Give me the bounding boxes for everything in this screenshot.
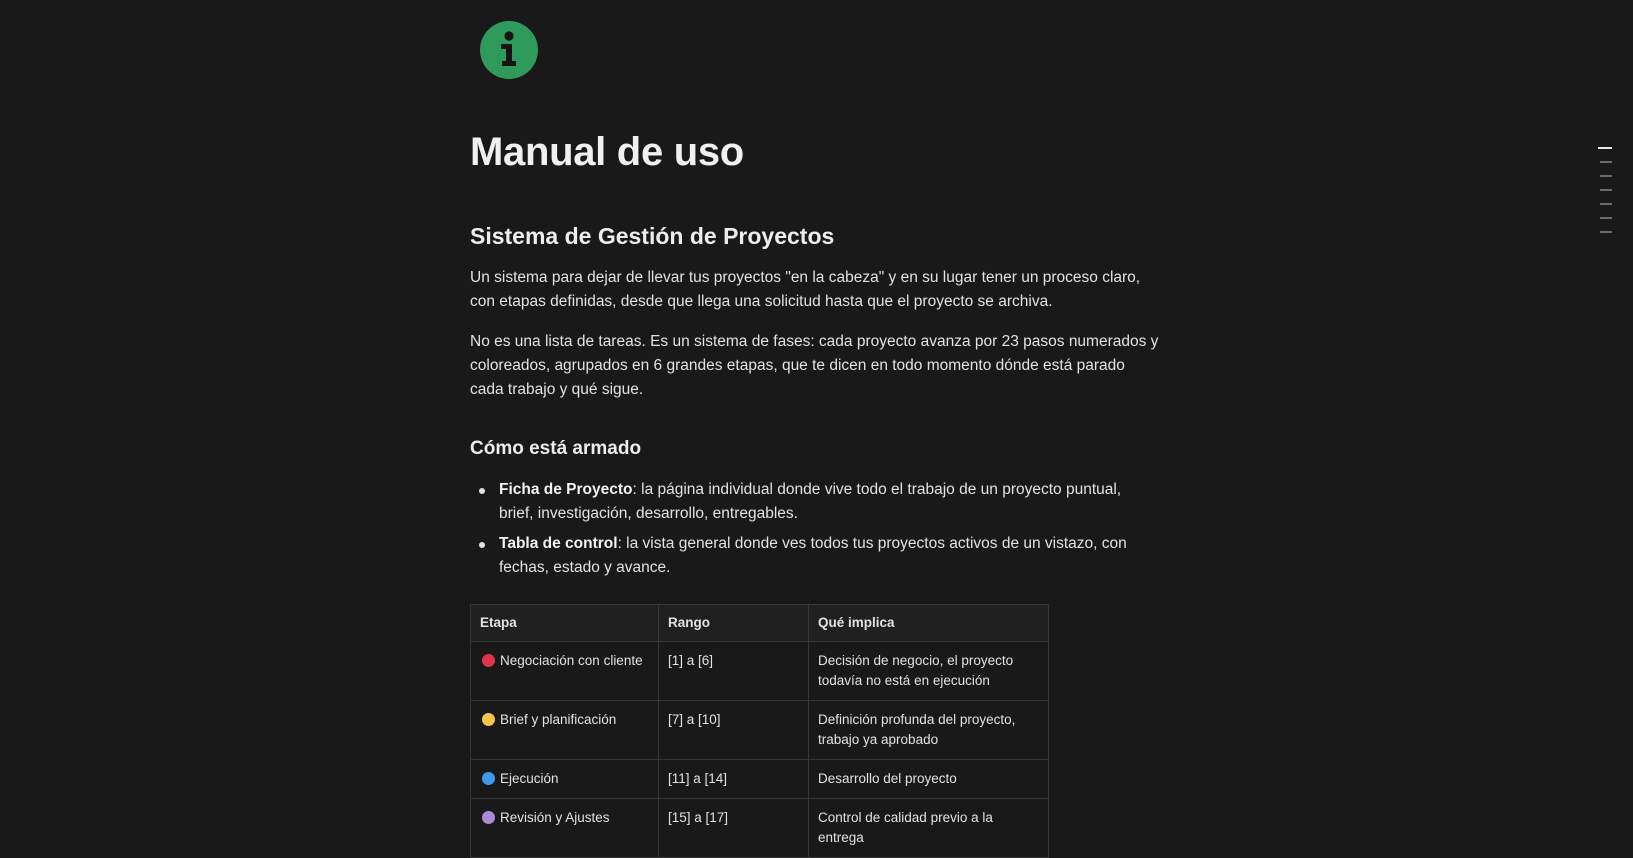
stage-description: trabajo ya aprobado xyxy=(818,732,939,747)
table-cell[interactable] xyxy=(809,701,1049,760)
stage-name: Ejecución xyxy=(500,771,559,786)
page-icon[interactable] xyxy=(479,20,539,80)
table-cell[interactable] xyxy=(471,642,659,701)
column-header[interactable]: Etapa xyxy=(471,605,659,642)
list-item xyxy=(470,532,1160,580)
toc-tick[interactable] xyxy=(1598,147,1612,149)
toc-tick[interactable] xyxy=(1600,161,1612,163)
list-item xyxy=(470,478,1160,526)
column-header[interactable]: Qué implica xyxy=(809,605,1049,642)
yellow-circle-icon xyxy=(482,713,495,726)
table-cell[interactable]: Desarrollo del proyecto xyxy=(809,760,1049,799)
list-item-text: : la vista general donde ves todos tus proyectos activos de un vistazo, con xyxy=(617,535,1127,552)
table-row xyxy=(471,701,1049,760)
stage-description: Control de calidad previo a la xyxy=(818,810,993,825)
stage-name: Brief y planificación xyxy=(500,712,617,727)
table-cell[interactable] xyxy=(809,799,1049,858)
subsection-heading: Cómo está armado xyxy=(470,438,642,459)
table-cell[interactable] xyxy=(471,701,659,760)
toc-tick[interactable] xyxy=(1600,231,1612,233)
page-title: Manual de uso xyxy=(470,130,744,174)
system-paragraph xyxy=(470,330,1160,402)
table-header-row xyxy=(471,605,1049,642)
list-item-text: fechas, estado y avance. xyxy=(499,559,671,576)
table-cell[interactable]: [1] a [6] xyxy=(659,642,809,701)
section-heading: Sistema de Gestión de Proyectos xyxy=(470,223,835,249)
table-row xyxy=(471,642,1049,701)
intro-paragraph xyxy=(470,266,1160,314)
list-item-text: brief, investigación, desarrollo, entregables. xyxy=(499,505,798,522)
stage-description: todavía no está en ejecución xyxy=(818,673,990,688)
toc-tick[interactable] xyxy=(1600,175,1612,177)
list-item-term: Tabla de control xyxy=(499,535,618,552)
toc-tick[interactable] xyxy=(1600,203,1612,205)
stage-name: Negociación con cliente xyxy=(500,653,643,668)
stage-description: entrega xyxy=(818,830,864,845)
red-circle-icon xyxy=(482,654,495,667)
intro-line: con etapas definidas, desde que llega una solicitud hasta que el proyecto se archiva. xyxy=(470,293,1053,310)
system-line: cada trabajo y qué sigue. xyxy=(470,381,644,398)
table-row xyxy=(471,799,1049,858)
toc-tick[interactable] xyxy=(1600,189,1612,191)
info-icon xyxy=(479,20,539,80)
table-cell[interactable] xyxy=(471,799,659,858)
stage-description: Definición profunda del proyecto, xyxy=(818,712,1016,727)
list-item-text: : la página individual donde vive todo el trabajo de un proyecto puntual, xyxy=(632,481,1122,498)
purple-circle-icon xyxy=(482,811,495,824)
toc-tick[interactable] xyxy=(1600,217,1612,219)
stages-table xyxy=(470,604,1049,858)
structure-list xyxy=(470,478,1160,586)
system-line: coloreados, agrupados en 6 grandes etapas, que te dicen en todo momento dónde está parado xyxy=(470,357,1125,374)
list-item-term: Ficha de Proyecto xyxy=(499,481,633,498)
table-cell[interactable] xyxy=(471,760,659,799)
blue-circle-icon xyxy=(482,772,495,785)
stage-name: Revisión y Ajustes xyxy=(500,810,610,825)
table-cell[interactable]: [11] a [14] xyxy=(659,760,809,799)
table-cell[interactable]: [7] a [10] xyxy=(659,701,809,760)
system-line: No es una lista de tareas. Es un sistema de fases: cada proyecto avanza por 23 pasos numerados y xyxy=(470,333,1159,350)
stage-description: Decisión de negocio, el proyecto xyxy=(818,653,1014,668)
table-row xyxy=(471,760,1049,799)
table-cell[interactable]: [15] a [17] xyxy=(659,799,809,858)
column-header[interactable]: Rango xyxy=(659,605,809,642)
table-of-contents-minimap[interactable] xyxy=(1598,147,1612,245)
intro-line: Un sistema para dejar de llevar tus proyectos "en la cabeza" y en su lugar tener un proceso claro, xyxy=(470,269,1141,286)
table-cell[interactable] xyxy=(809,642,1049,701)
